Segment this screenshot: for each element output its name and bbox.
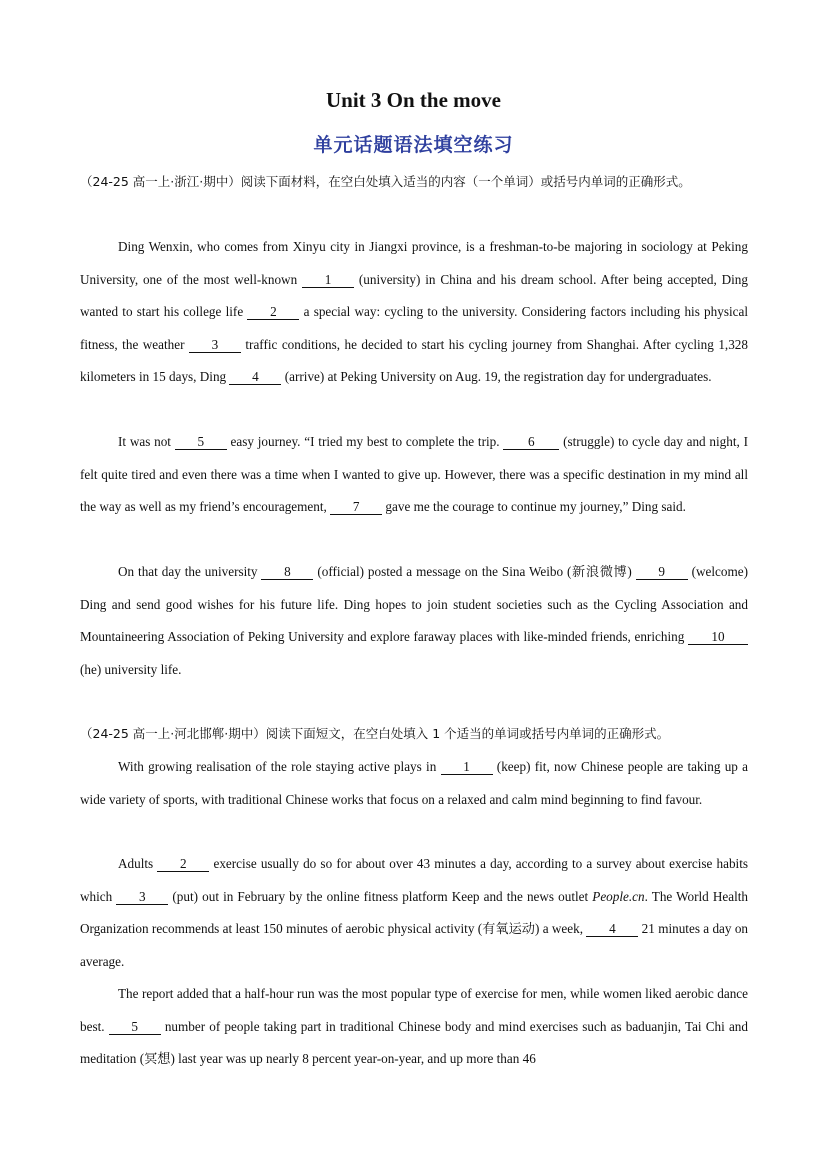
section1-paragraph-1 bbox=[80, 231, 748, 394]
section1-paragraph-3 bbox=[80, 556, 748, 686]
text: It was not bbox=[118, 434, 175, 449]
answer-blank-9[interactable]: 9 bbox=[636, 564, 688, 580]
answer-blank-8[interactable]: 8 bbox=[261, 564, 313, 580]
text: On that day the university bbox=[118, 564, 262, 579]
text: number of people taking part in traditional Chinese body and mind exercises such as baduanjin, Tai Chi and meditation (冥想) last year was up nearly 8 percent year-on-year, and up more than 46 bbox=[80, 1018, 748, 1066]
text: 21 minutes a day on average. bbox=[80, 921, 749, 969]
answer-blank-4[interactable]: 4 bbox=[229, 369, 281, 385]
publication-name: People.cn bbox=[592, 888, 645, 904]
answer-blank-2[interactable]: 2 bbox=[247, 304, 299, 320]
text: exercise usually do so for about over 43 minutes a day, according to a survey about exercise habits which bbox=[80, 856, 748, 904]
answer-blank-3[interactable]: 3 bbox=[189, 337, 241, 353]
answer-blank-1[interactable]: 1 bbox=[302, 272, 354, 288]
text: (keep) fit, now Chinese people are taking up a wide variety of sports, with traditional Chinese works that focus on a relaxed and calm mind beginning to find favour. bbox=[80, 759, 748, 807]
section1-paragraph-2 bbox=[80, 426, 748, 524]
section2-paragraph-2 bbox=[80, 848, 748, 978]
text: gave me the courage to continue my journey,” Ding said. bbox=[382, 499, 686, 514]
text: (put) out in February by the online fitness platform Keep and the news outlet bbox=[168, 888, 593, 904]
answer-blank-10[interactable]: 10 bbox=[688, 629, 748, 645]
text: (welcome) Ding and send good wishes for his future life. Ding hopes to join student societies such as the Cycling Association and Mountaineering Association of Peking University and explore faraway places with like-minded friends, enriching bbox=[80, 564, 748, 644]
answer-blank-1[interactable]: 1 bbox=[441, 759, 493, 775]
section2-instructions: （24-25 高一上·河北邯郸·期中）阅读下面短文，在空白处填入 1 个适当的单词或括号内单词的正确形式。 bbox=[80, 726, 670, 741]
text: (struggle) to cycle day and night, I felt quite tired and even there was a time when I wanted to give up. However, there was a specific destination in my mind all the way as well as my friend’s encouragement, bbox=[80, 434, 748, 514]
answer-blank-4[interactable]: 4 bbox=[586, 921, 638, 937]
text: traffic conditions, he decided to start his cycling journey from Shanghai. After cycling 1,328 kilometers in 15 days, Ding bbox=[80, 336, 748, 384]
answer-blank-6[interactable]: 6 bbox=[503, 434, 559, 450]
answer-blank-2[interactable]: 2 bbox=[157, 856, 209, 872]
worksheet-subtitle: 单元话题语法填空练习 bbox=[313, 134, 514, 156]
text: a special way: cycling to the university. Considering factors including his physical fitness, the weather bbox=[80, 304, 748, 352]
section2-paragraph-3 bbox=[80, 978, 748, 1090]
text: (official) posted a message on the Sina Weibo (新浪微博) bbox=[313, 564, 636, 579]
text: (he) university life. bbox=[80, 661, 182, 677]
text: With growing realisation of the role staying active plays in bbox=[118, 759, 441, 774]
text: Ding Wenxin, who comes from Xinyu city in Jiangxi province, is a freshman-to-be majoring in sociology at Peking University, one of the most well-known bbox=[80, 239, 748, 287]
answer-blank-3[interactable]: 3 bbox=[116, 889, 168, 905]
section2-paragraph-1 bbox=[80, 751, 748, 816]
text: Adults bbox=[118, 856, 158, 871]
text: (university) in China and his dream school. After being accepted, Ding wanted to start his college life bbox=[80, 271, 748, 319]
answer-blank-5[interactable]: 5 bbox=[175, 434, 227, 450]
section1-instructions: （24-25 高一上·浙江·期中）阅读下面材料，在空白处填入适当的内容（一个单词）或括号内单词的正确形式。 bbox=[80, 174, 691, 189]
text: . The World Health Organization recommends at least 150 minutes of aerobic physical activity (有氧运动) a week, bbox=[80, 888, 749, 936]
text: (arrive) at Peking University on Aug. 19, the registration day for undergraduates. bbox=[281, 369, 712, 384]
text: The report added that a half-hour run was the most popular type of exercise for men, while women liked aerobic dance best. bbox=[80, 986, 748, 1034]
answer-blank-7[interactable]: 7 bbox=[330, 499, 382, 515]
text: easy journey. “I tried my best to complete the trip. bbox=[226, 434, 504, 449]
unit-title: Unit 3 On the move bbox=[326, 88, 501, 112]
answer-blank-5[interactable]: 5 bbox=[109, 1019, 161, 1035]
